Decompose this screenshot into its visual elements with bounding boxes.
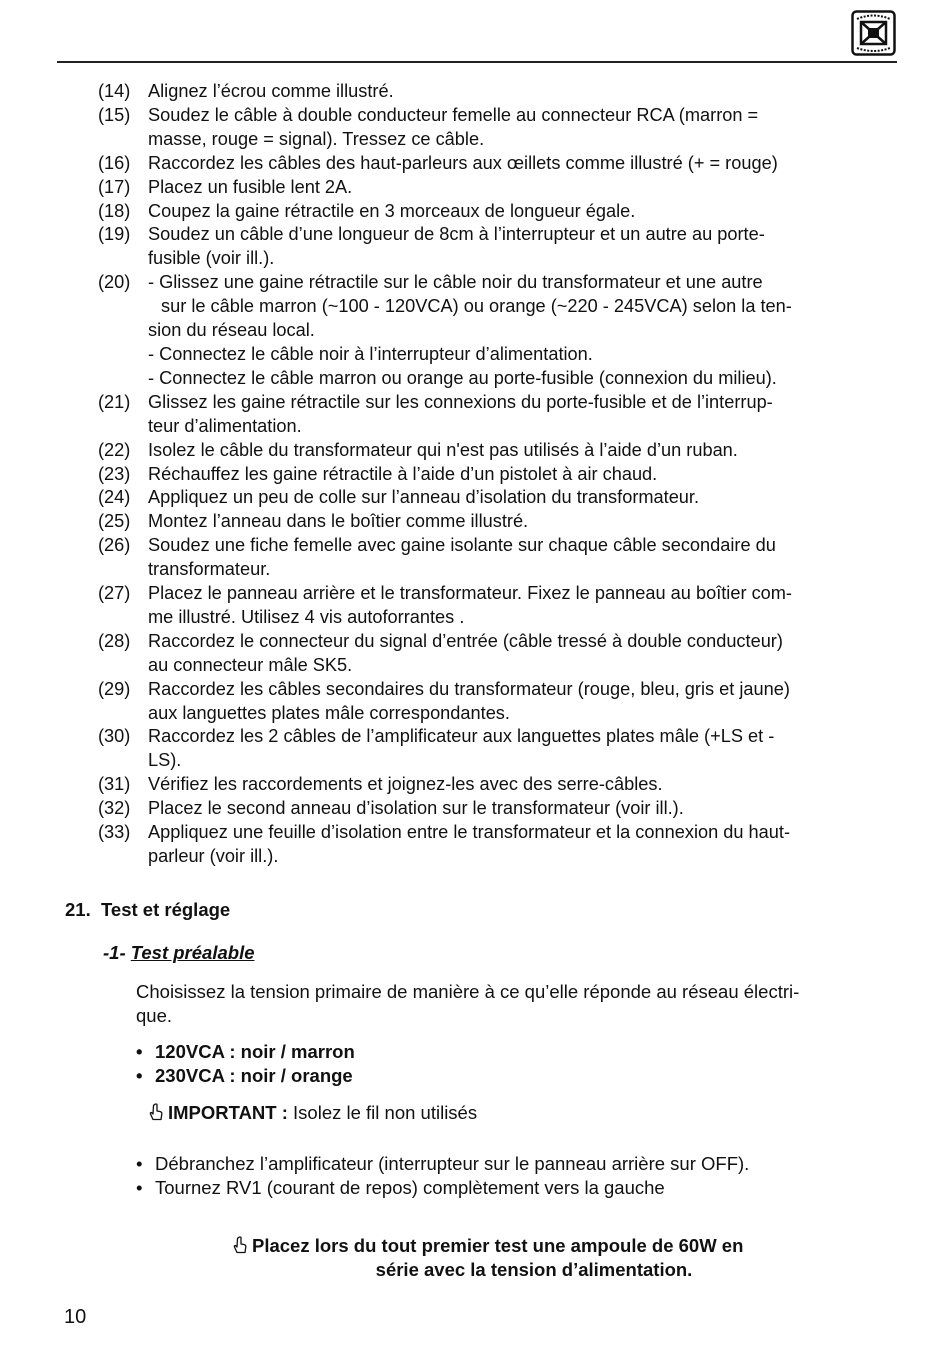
step-number: (21) <box>98 391 131 412</box>
brand-logo <box>851 10 896 56</box>
notice-line-1 <box>200 1234 860 1258</box>
step-line: me illustré. Utilisez 4 vis autoforrantes . <box>148 606 465 627</box>
step-number: (26) <box>98 535 131 556</box>
instruction-list <box>136 1152 749 1200</box>
notice-text: Placez lors du tout premier test une ampoule de 60W en <box>252 1235 744 1256</box>
step-line: Isolez le câble du transformateur qui n'est pas utilisés à l’aide d’un ruban. <box>148 439 738 460</box>
step-item <box>98 223 898 271</box>
step-number: (28) <box>98 630 131 651</box>
step-number: (15) <box>98 104 131 125</box>
step-item <box>98 391 898 439</box>
step-line: Placez le panneau arrière et le transformateur. Fixez le panneau au boîtier com- <box>148 583 792 604</box>
step-item <box>98 534 898 582</box>
list-item <box>136 1040 355 1064</box>
step-number: (22) <box>98 439 131 460</box>
step-line: Soudez une fiche femelle avec gaine isolante sur chaque câble secondaire du <box>148 535 776 556</box>
list-item <box>136 1064 355 1088</box>
step-line: - Glissez une gaine rétractile sur le câble noir du transformateur et une autre <box>148 272 763 293</box>
section-title: Test et réglage <box>101 899 231 920</box>
instruction-text: Tournez RV1 (courant de repos) complètement vers la gauche <box>155 1177 665 1198</box>
step-line: Vérifiez les raccordements et joignez-les avec des serre-câbles. <box>148 774 663 795</box>
step-line: fusible (voir ill.). <box>148 248 275 269</box>
step-item <box>98 271 898 391</box>
list-item <box>136 1152 749 1176</box>
step-item <box>98 176 898 200</box>
safety-notice <box>200 1234 860 1282</box>
step-item <box>98 678 898 726</box>
bullet: • <box>136 1177 143 1198</box>
step-item <box>98 773 898 797</box>
step-line: Coupez la gaine rétractile en 3 morceaux de longueur égale. <box>148 200 636 221</box>
header-rule <box>57 61 897 63</box>
step-number: (16) <box>98 152 131 173</box>
important-note <box>147 1102 477 1124</box>
step-item <box>98 439 898 463</box>
step-line: Réchauffez les gaine rétractile à l’aide d’un pistolet à air chaud. <box>148 463 658 484</box>
hand-pointing-icon <box>231 1236 249 1254</box>
step-line: Appliquez une feuille d’isolation entre le transformateur et la connexion du haut- <box>148 822 791 843</box>
step-line: Soudez le câble à double conducteur femelle au connecteur RCA (marron = <box>148 104 759 125</box>
step-line: Montez l’anneau dans le boîtier comme illustré. <box>148 511 529 532</box>
step-line: masse, rouge = signal). Tressez ce câble. <box>148 128 485 149</box>
step-number: (33) <box>98 822 131 843</box>
step-item <box>98 152 898 176</box>
step-line: Raccordez les câbles des haut-parleurs aux œillets comme illustré (+ = rouge) <box>148 152 778 173</box>
list-item <box>136 1176 749 1200</box>
bullet: • <box>136 1065 143 1086</box>
intro-paragraph <box>136 980 799 1028</box>
voltage-option: 230VCA : noir / orange <box>155 1065 353 1086</box>
step-item <box>98 80 898 104</box>
step-line: teur d’alimentation. <box>148 415 302 436</box>
notice-line-2: série avec la tension d’alimentation. <box>375 1259 693 1280</box>
step-number: (25) <box>98 511 131 532</box>
step-line: Soudez un câble d’une longueur de 8cm à l’interrupteur et un autre au porte- <box>148 224 765 245</box>
page-number: 10 <box>64 1306 87 1328</box>
step-number: (27) <box>98 583 131 604</box>
step-item <box>98 797 898 821</box>
step-line: Raccordez le connecteur du signal d’entrée (câble tressé à double conducteur) <box>148 630 783 651</box>
section-number: 21. <box>65 899 91 920</box>
step-item <box>98 486 898 510</box>
voltage-list <box>136 1040 355 1088</box>
step-number: (24) <box>98 487 131 508</box>
important-text: Isolez le fil non utilisés <box>287 1102 478 1123</box>
step-line: Alignez l’écrou comme illustré. <box>148 81 394 101</box>
step-line: Appliquez un peu de colle sur l’anneau d’isolation du transformateur. <box>148 487 700 508</box>
step-line: LS). <box>148 750 182 771</box>
step-line: Placez un fusible lent 2A. <box>148 176 353 197</box>
subsection-heading <box>103 942 255 964</box>
step-item <box>98 463 898 487</box>
subsection-title: Test préalable <box>130 942 255 963</box>
step-item <box>98 821 898 869</box>
bullet: • <box>136 1153 143 1174</box>
step-number: (32) <box>98 798 131 819</box>
step-number: (17) <box>98 176 131 197</box>
step-number: (19) <box>98 224 131 245</box>
step-line: - Connectez le câble marron ou orange au porte-fusible (connexion du milieu). <box>148 367 777 388</box>
intro-line: que. <box>136 1005 173 1026</box>
step-item <box>98 725 898 773</box>
assembly-steps <box>98 80 898 869</box>
step-line: transformateur. <box>148 559 271 580</box>
important-label: IMPORTANT : <box>168 1102 288 1123</box>
step-item <box>98 104 898 152</box>
step-number: (20) <box>98 272 131 293</box>
intro-line: Choisissez la tension primaire de manière à ce qu’elle réponde au réseau électri- <box>136 981 800 1002</box>
step-number: (29) <box>98 678 131 699</box>
step-number: (23) <box>98 463 131 484</box>
step-item <box>98 200 898 224</box>
step-number: (18) <box>98 200 131 221</box>
step-line: sur le câble marron (~100 - 120VCA) ou orange (~220 - 245VCA) selon la ten- <box>161 296 792 317</box>
subsection-prefix: -1- <box>103 942 126 963</box>
step-item <box>98 582 898 630</box>
bullet: • <box>136 1041 143 1062</box>
step-line: sion du réseau local. <box>148 320 315 341</box>
step-line: Glissez les gaine rétractile sur les connexions du porte-fusible et de l’interrup- <box>148 391 773 412</box>
step-line: Raccordez les câbles secondaires du transformateur (rouge, bleu, gris et jaune) <box>148 678 790 699</box>
step-line: - Connectez le câble noir à l’interrupteur d’alimentation. <box>148 343 593 364</box>
step-number: (31) <box>98 774 131 795</box>
step-line: au connecteur mâle SK5. <box>148 654 353 675</box>
step-item <box>98 630 898 678</box>
step-number: (14) <box>98 81 131 101</box>
hand-pointing-icon <box>147 1103 165 1121</box>
step-number: (30) <box>98 726 131 747</box>
step-line: parleur (voir ill.). <box>148 846 279 866</box>
step-line: aux languettes plates mâle correspondantes. <box>148 702 510 723</box>
step-line: Raccordez les 2 câbles de l’amplificateur aux languettes plates mâle (+LS et - <box>148 726 775 747</box>
step-item <box>98 510 898 534</box>
voltage-option: 120VCA : noir / marron <box>155 1041 355 1062</box>
instruction-text: Débranchez l’amplificateur (interrupteur sur le panneau arrière sur OFF). <box>155 1153 750 1174</box>
section-heading <box>65 899 230 921</box>
step-line: Placez le second anneau d’isolation sur le transformateur (voir ill.). <box>148 798 684 819</box>
